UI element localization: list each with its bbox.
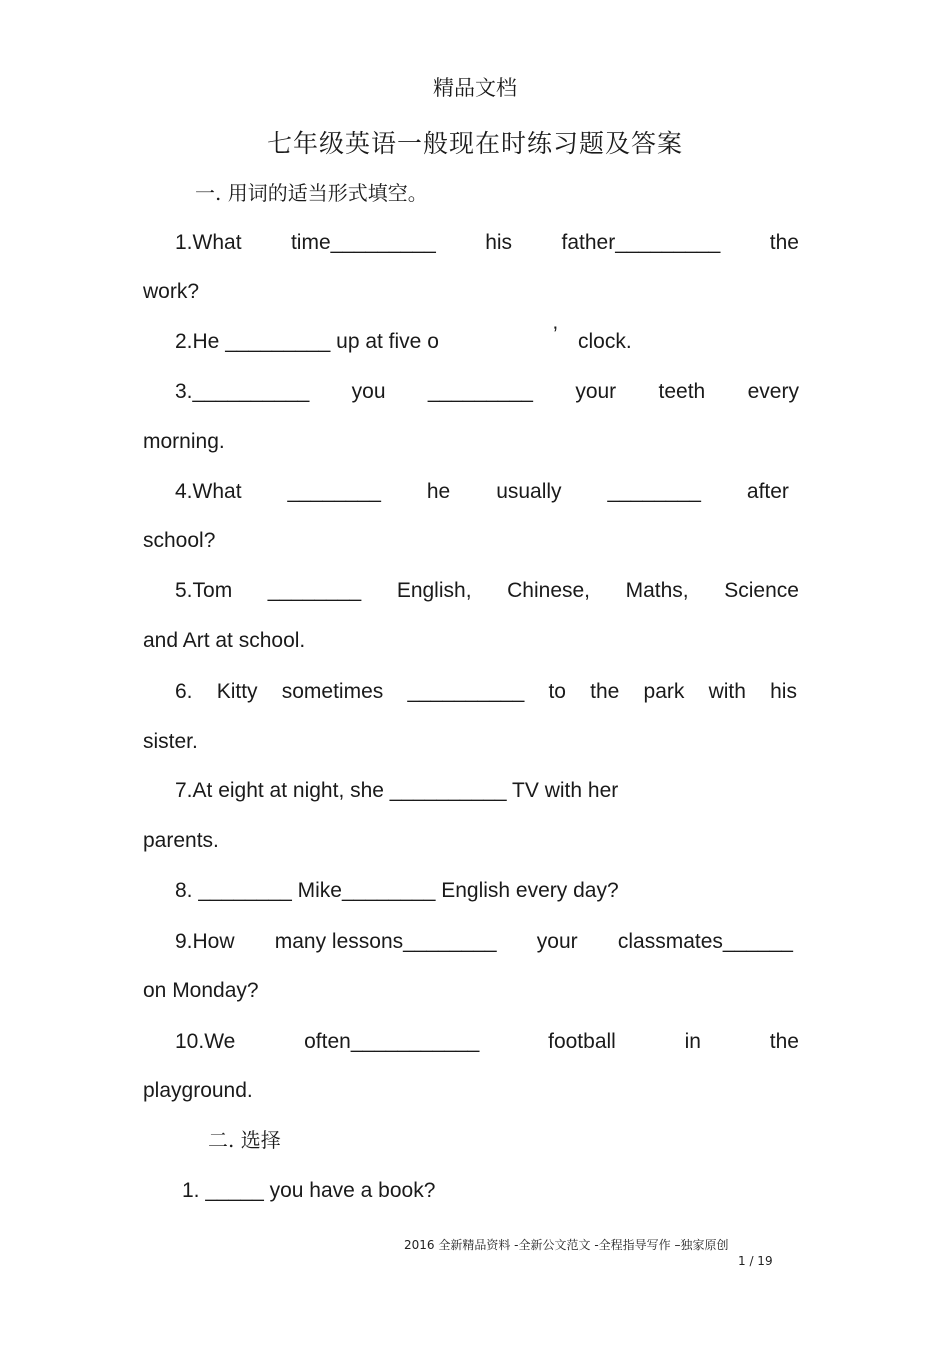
q3-word: your xyxy=(575,380,617,403)
q6-word: with xyxy=(708,680,746,703)
q6-word: the xyxy=(590,680,620,703)
q9-word: classmates______ xyxy=(617,930,793,953)
question-8: 8. ________ Mike________ English every day? xyxy=(175,879,619,902)
question-2: 2.He _________ up at five o xyxy=(175,330,439,353)
q3-word: every xyxy=(747,380,799,403)
page-header: 精品文档 xyxy=(433,76,517,100)
q6-word: park xyxy=(643,680,685,703)
question-1 xyxy=(175,230,799,256)
q4-word: ________ xyxy=(607,480,701,503)
q4-word: ________ xyxy=(287,480,381,503)
q6-word: __________ xyxy=(407,680,525,703)
question-9 xyxy=(175,929,793,955)
q4-word: after xyxy=(746,480,789,503)
question-6 xyxy=(175,679,797,705)
question-7-continuation: parents. xyxy=(143,829,219,852)
question-6-continuation: sister. xyxy=(143,730,198,753)
q1-word: 1.What xyxy=(175,231,242,254)
question-4 xyxy=(175,479,789,505)
q10-word: 10.We xyxy=(175,1030,236,1053)
q4-word: usually xyxy=(496,480,562,503)
q1-word: the xyxy=(769,231,799,254)
q5-word: Science xyxy=(724,579,799,602)
q6-word: to xyxy=(548,680,566,703)
q3-word: 3.__________ xyxy=(175,380,310,403)
q5-word: Maths, xyxy=(625,579,689,602)
question-5-continuation: and Art at school. xyxy=(143,629,306,652)
question-2-tail: clock. xyxy=(578,330,632,353)
question-10-continuation: playground. xyxy=(143,1079,253,1102)
question-10 xyxy=(175,1029,799,1055)
q4-word: he xyxy=(426,480,451,503)
question-3-continuation: morning. xyxy=(143,430,225,453)
q3-word: teeth xyxy=(658,380,706,403)
q6-word: 6. xyxy=(175,680,193,703)
q9-word: many lessons________ xyxy=(274,930,497,953)
footer-text: 2016 全新精品资料 -全新公文范文 -全程指导写作 –独家原创 xyxy=(404,1238,729,1252)
q1-word: his xyxy=(485,231,513,254)
question-7: 7.At eight at night, she __________ TV with her xyxy=(175,779,619,802)
q6-word: sometimes xyxy=(281,680,384,703)
question-1-continuation: work? xyxy=(143,280,200,303)
q9-word: 9.How xyxy=(175,930,235,953)
document-title: 七年级英语一般现在时练习题及答案 xyxy=(266,129,683,158)
question-4-continuation: school? xyxy=(143,529,216,552)
question-9-continuation: on Monday? xyxy=(143,979,259,1002)
q5-word: ________ xyxy=(267,579,362,602)
q10-word: in xyxy=(684,1030,701,1053)
question-3 xyxy=(175,379,799,405)
q5-word: English, xyxy=(396,579,472,602)
section-2-question-1: 1. _____ you have a book? xyxy=(182,1179,436,1202)
q1-word: father_________ xyxy=(561,231,721,254)
question-5 xyxy=(175,578,799,604)
q5-word: 5.Tom xyxy=(175,579,233,602)
q10-word: the xyxy=(769,1030,799,1053)
question-2-apostrophe: ’ xyxy=(553,323,558,346)
section-2-heading: 二. 选择 xyxy=(208,1128,281,1152)
page-number: 1 / 19 xyxy=(738,1254,773,1268)
section-1-heading: 一. 用词的适当形式填空。 xyxy=(195,181,428,205)
q6-word: his xyxy=(770,680,797,703)
q3-word: you xyxy=(351,380,386,403)
q6-word: Kitty xyxy=(216,680,258,703)
q4-word: 4.What xyxy=(175,480,242,503)
q3-word: _________ xyxy=(427,380,533,403)
q10-word: football xyxy=(548,1030,616,1053)
q10-word: often___________ xyxy=(304,1030,480,1053)
q5-word: Chinese, xyxy=(507,579,591,602)
q9-word: your xyxy=(536,930,578,953)
q1-word: time_________ xyxy=(290,231,436,254)
